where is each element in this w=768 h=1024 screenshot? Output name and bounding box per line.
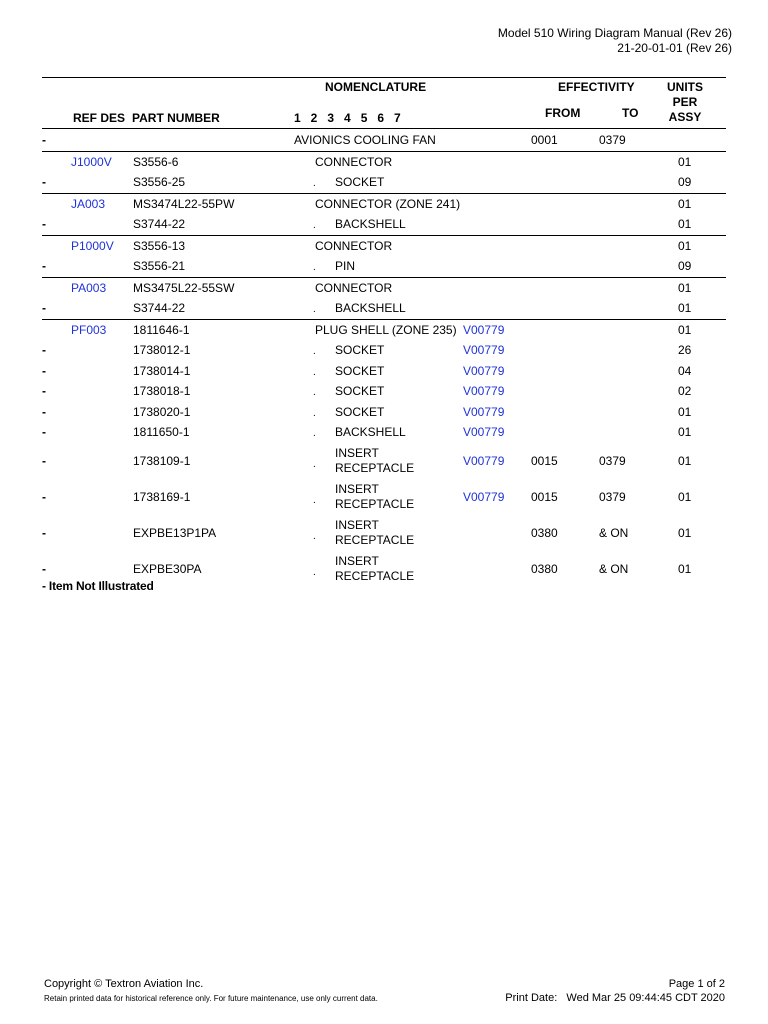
ref-des-link[interactable]: PF003	[71, 322, 107, 337]
not-illustrated-marker: -	[42, 425, 46, 439]
ref-des-link[interactable]: J1000V	[71, 154, 112, 169]
table-row	[42, 361, 726, 382]
nomenclature-line-1: INSERT	[335, 517, 379, 532]
part-number: 1811646-1	[133, 322, 190, 337]
nomenclature: BACKSHELL	[335, 425, 406, 439]
units-per-assy: 09	[678, 259, 692, 273]
part-number: S3744-22	[133, 217, 186, 231]
indent-dot: .	[313, 458, 316, 470]
units-per-assy: 01	[678, 154, 692, 169]
table-row	[42, 479, 726, 515]
part-number: 1738018-1	[133, 384, 191, 398]
ref-des-link[interactable]: PA003	[71, 280, 107, 295]
part-number: EXPBE30PA	[133, 561, 202, 576]
effectivity-from: 0015	[531, 453, 558, 468]
not-illustrated-marker: -	[42, 384, 46, 398]
nomenclature-line-2: RECEPTACLE	[335, 460, 415, 475]
part-number: S3556-6	[133, 154, 179, 169]
not-illustrated-marker: -	[42, 343, 46, 357]
nomenclature: SOCKET	[335, 404, 385, 419]
nomenclature: SOCKET	[335, 175, 385, 189]
units-per-assy: 01	[678, 561, 692, 576]
copyright: Copyright © Textron Aviation Inc.	[44, 978, 204, 990]
table-row	[42, 256, 726, 277]
units-per-assy: 09	[678, 175, 692, 189]
not-illustrated-marker: -	[42, 175, 46, 189]
nomenclature-line-1: INSERT	[335, 553, 379, 568]
nomenclature: CONNECTOR	[315, 154, 393, 169]
indent-dot: .	[313, 387, 316, 398]
units-per-assy: 04	[678, 363, 692, 378]
col-part-number: PART NUMBER	[132, 111, 220, 125]
units-per-assy: 01	[678, 238, 692, 253]
units-per-assy: 01	[678, 453, 692, 468]
table-row	[42, 193, 726, 215]
indent-dot: .	[313, 407, 316, 419]
table-row	[42, 515, 726, 551]
nomenclature-line-2: RECEPTACLE	[335, 532, 415, 547]
part-number: 1738012-1	[133, 343, 191, 357]
vendor-code-link[interactable]: V00779	[463, 343, 505, 357]
units-per-assy: 01	[678, 489, 692, 504]
effectivity-to: & ON	[599, 525, 629, 540]
not-illustrated-marker: -	[42, 301, 46, 315]
col-from: FROM	[545, 106, 581, 120]
not-illustrated-note: - Item Not Illustrated	[42, 579, 154, 593]
print-date-value: Wed Mar 25 09:44:45 CDT 2020	[566, 992, 725, 1004]
indent-dot: .	[313, 366, 316, 378]
table-row	[42, 402, 726, 423]
manual-title: Model 510 Wiring Diagram Manual (Rev 26)	[497, 26, 732, 40]
effectivity-from: 0380	[531, 561, 558, 576]
effectivity-to: 0379	[599, 133, 626, 147]
part-number: MS3475L22-55SW	[133, 280, 235, 295]
not-illustrated-marker: -	[42, 489, 46, 504]
table-row	[42, 340, 726, 361]
vendor-code-link[interactable]: V00779	[463, 322, 505, 337]
not-illustrated-marker: -	[42, 453, 46, 468]
nomenclature: SOCKET	[335, 363, 385, 378]
vendor-code-link[interactable]: V00779	[463, 453, 505, 468]
not-illustrated-marker: -	[42, 363, 46, 378]
header-bottom-rule	[42, 128, 726, 129]
col-per: PER	[672, 95, 698, 109]
effectivity-from: 0001	[531, 133, 558, 147]
ref-des-link[interactable]: JA003	[71, 196, 106, 211]
nomenclature-line-2: RECEPTACLE	[335, 496, 415, 511]
table-row	[42, 381, 726, 402]
indent-dot: .	[313, 530, 316, 542]
units-per-assy: 01	[678, 404, 692, 419]
part-number: EXPBE13P1PA	[133, 525, 217, 540]
print-date-label: Print Date:	[505, 992, 558, 1004]
table-row	[42, 172, 726, 193]
nomenclature: BACKSHELL	[335, 217, 406, 231]
nomenclature	[335, 554, 414, 584]
not-illustrated-marker: -	[42, 404, 46, 419]
nomenclature	[335, 518, 414, 548]
table-row	[42, 214, 726, 235]
effectivity-to: & ON	[599, 561, 629, 576]
vendor-code-link[interactable]: V00779	[463, 425, 505, 439]
nomenclature: CONNECTOR	[315, 238, 393, 253]
not-illustrated-marker: -	[42, 217, 46, 231]
col-ref-des: REF DES	[73, 111, 126, 125]
part-number: 1811650-1	[133, 425, 190, 439]
not-illustrated-marker: -	[42, 259, 46, 273]
part-number: 1738014-1	[133, 363, 191, 378]
nomenclature: PIN	[335, 259, 356, 273]
vendor-code-link[interactable]: V00779	[463, 384, 505, 398]
indent-dot: .	[313, 178, 316, 189]
not-illustrated-marker: -	[42, 525, 46, 540]
units-per-assy: 01	[678, 525, 692, 540]
table-row	[42, 443, 726, 479]
not-illustrated-marker: -	[42, 133, 46, 147]
section-number: 21-20-01-01 (Rev 26)	[617, 41, 732, 55]
table-row	[42, 130, 726, 151]
units-per-assy: 01	[678, 322, 692, 337]
col-units: UNITS	[667, 80, 703, 94]
table-row	[42, 235, 726, 257]
nomenclature: CONNECTOR (ZONE 241)	[315, 196, 461, 211]
part-number: 1738109-1	[133, 453, 191, 468]
units-per-assy: 01	[678, 425, 692, 439]
table-row	[42, 298, 726, 319]
part-number: S3744-22	[133, 301, 186, 315]
units-per-assy: 01	[678, 196, 692, 211]
nomenclature	[335, 482, 414, 512]
nomenclature-line-2: RECEPTACLE	[335, 568, 415, 583]
col-indent-levels: 1 2 3 4 5 6 7	[294, 111, 401, 125]
col-effectivity: EFFECTIVITY	[558, 80, 635, 94]
indent-dot: .	[313, 494, 316, 506]
indent-dot: .	[313, 566, 316, 578]
table-row	[42, 151, 726, 173]
col-to: TO	[622, 106, 639, 120]
part-number: S3556-21	[133, 259, 186, 273]
indent-dot: .	[313, 428, 316, 439]
table-row	[42, 277, 726, 299]
nomenclature-line-1: INSERT	[335, 481, 379, 496]
units-per-assy: 01	[678, 301, 692, 315]
nomenclature: PLUG SHELL (ZONE 235)	[315, 322, 457, 337]
document-header	[498, 26, 732, 56]
nomenclature: AVIONICS COOLING FAN	[294, 133, 436, 147]
nomenclature: SOCKET	[335, 384, 385, 398]
not-illustrated-marker: -	[42, 561, 46, 576]
nomenclature-line-1: INSERT	[335, 445, 379, 460]
nomenclature: BACKSHELL	[335, 301, 406, 315]
indent-dot: .	[313, 262, 316, 273]
indent-dot: .	[313, 304, 316, 315]
vendor-code-link[interactable]: V00779	[463, 363, 505, 378]
page-number: Page 1 of 2	[668, 978, 725, 990]
table-row	[42, 422, 726, 443]
parts-table	[42, 130, 726, 587]
part-number: MS3474L22-55PW	[133, 196, 235, 211]
effectivity-from: 0015	[531, 489, 558, 504]
retain-notice: Retain printed data for historical reference only. For future maintenance, use only current data.	[44, 994, 378, 1003]
indent-dot: .	[313, 346, 316, 357]
part-number: 1738169-1	[133, 489, 191, 504]
table-row	[42, 319, 726, 341]
units-per-assy: 26	[678, 343, 692, 357]
vendor-code-link[interactable]: V00779	[463, 489, 505, 504]
header-top-rule	[42, 77, 726, 78]
part-number: 1738020-1	[133, 404, 191, 419]
col-nomenclature: NOMENCLATURE	[325, 80, 427, 94]
nomenclature: SOCKET	[335, 343, 385, 357]
nomenclature: CONNECTOR	[315, 280, 393, 295]
print-date	[505, 992, 725, 1004]
ref-des-link[interactable]: P1000V	[71, 238, 114, 253]
vendor-code-link[interactable]: V00779	[463, 404, 505, 419]
units-per-assy: 01	[678, 217, 692, 231]
indent-dot: .	[313, 220, 316, 231]
part-number: S3556-13	[133, 238, 186, 253]
nomenclature	[335, 446, 414, 476]
part-number: S3556-25	[133, 175, 186, 189]
effectivity-to: 0379	[599, 489, 626, 504]
units-per-assy: 02	[678, 384, 692, 398]
effectivity-to: 0379	[599, 453, 626, 468]
effectivity-from: 0380	[531, 525, 558, 540]
col-assy: ASSY	[668, 110, 702, 124]
units-per-assy: 01	[678, 280, 692, 295]
